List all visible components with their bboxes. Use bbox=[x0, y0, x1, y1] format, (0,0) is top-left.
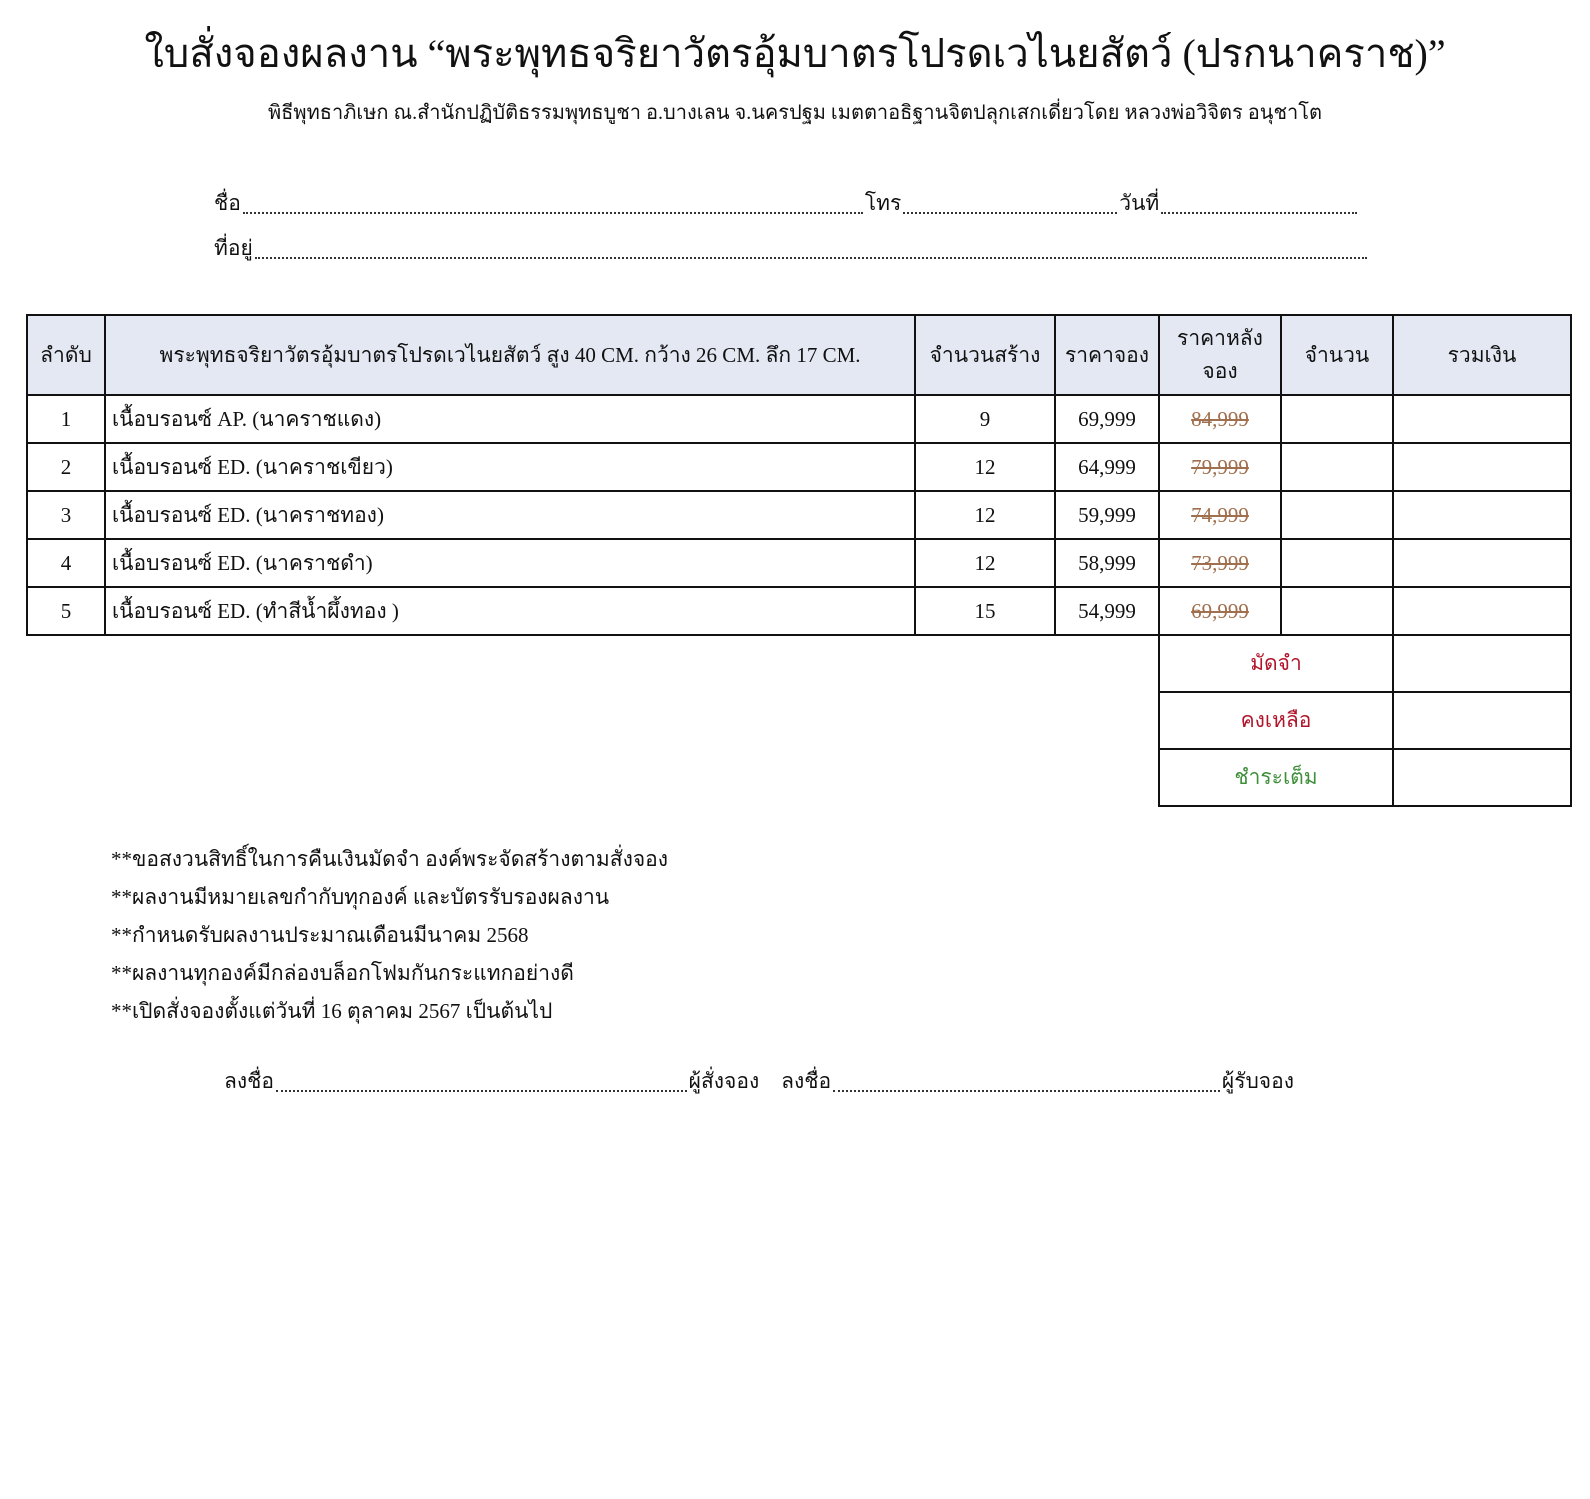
note-item: **เปิดสั่งจองตั้งแต่วันที่ 16 ตุลาคม 2567 เป็นต้นไป bbox=[111, 999, 553, 1023]
page-title: ใบสั่งจองผลงาน “พระพุทธจริยาวัตรอุ้มบาตรโปรดเวไนยสัตว์ (ปรกนาคราช)” bbox=[144, 31, 1446, 76]
summary-row-full bbox=[27, 749, 1571, 806]
orderer-signature-field[interactable] bbox=[276, 1088, 687, 1092]
row-price: 69,999 bbox=[1055, 395, 1159, 443]
row-total-cell[interactable] bbox=[1393, 395, 1571, 443]
after-price-text: 84,999 bbox=[1191, 406, 1249, 431]
row-total-cell[interactable] bbox=[1393, 587, 1571, 635]
address-row bbox=[214, 233, 1374, 267]
col-after-price: ราคาหลังจอง bbox=[1159, 315, 1281, 395]
row-price: 64,999 bbox=[1055, 443, 1159, 491]
address-label: ที่อยู่ bbox=[214, 236, 253, 260]
orderer-label: ผู้สั่งจอง bbox=[688, 1069, 760, 1093]
deposit-amount-cell[interactable] bbox=[1393, 635, 1571, 692]
receiver-label: ผู้รับจอง bbox=[1221, 1069, 1294, 1093]
row-item: เนื้อบรอนซ์ ED. (นาคราชเขียว) bbox=[105, 443, 915, 491]
row-total-cell[interactable] bbox=[1393, 491, 1571, 539]
row-no: 4 bbox=[27, 539, 105, 587]
receiver-sign-label: ลงชื่อ bbox=[781, 1069, 832, 1093]
row-built: 15 bbox=[915, 587, 1055, 635]
row-item: เนื้อบรอนซ์ ED. (นาคราชดำ) bbox=[105, 539, 915, 587]
row-no: 2 bbox=[27, 443, 105, 491]
phone-label: โทร bbox=[864, 191, 902, 215]
row-no: 3 bbox=[27, 491, 105, 539]
name-label: ชื่อ bbox=[214, 191, 241, 215]
order-table bbox=[26, 314, 1572, 807]
name-field[interactable] bbox=[243, 212, 863, 214]
table-row bbox=[27, 491, 1571, 539]
row-total-cell[interactable] bbox=[1393, 539, 1571, 587]
summary-row-deposit bbox=[27, 635, 1571, 692]
col-built: จำนวนสร้าง bbox=[915, 315, 1055, 395]
remaining-amount-cell[interactable] bbox=[1393, 692, 1571, 749]
row-qty-cell[interactable] bbox=[1281, 587, 1393, 635]
row-built: 12 bbox=[915, 539, 1055, 587]
phone-field[interactable] bbox=[903, 212, 1117, 214]
table-header-row bbox=[27, 315, 1571, 395]
row-after-price bbox=[1159, 587, 1281, 635]
address-field[interactable] bbox=[255, 257, 1367, 259]
row-after-price bbox=[1159, 539, 1281, 587]
row-item: เนื้อบรอนซ์ AP. (นาคราชแดง) bbox=[105, 395, 915, 443]
note-item: **กำหนดรับผลงานประมาณเดือนมีนาคม 2568 bbox=[111, 923, 529, 947]
after-price-text: 69,999 bbox=[1191, 598, 1249, 623]
page-subtitle: พิธีพุทธาภิเษก ณ.สำนักปฏิบัติธรรมพุทธบูชา อ.บางเลน จ.นครปฐม เมตตาอธิฐานจิตปลุกเสกเดี่ยวโดย หลวงพ่อวิจิตร อนุชาโต bbox=[268, 102, 1322, 124]
row-qty-cell[interactable] bbox=[1281, 395, 1393, 443]
row-qty-cell[interactable] bbox=[1281, 491, 1393, 539]
after-price-text: 74,999 bbox=[1191, 502, 1249, 527]
signature-row bbox=[224, 1064, 1294, 1100]
row-built: 12 bbox=[915, 491, 1055, 539]
row-no: 5 bbox=[27, 587, 105, 635]
row-after-price bbox=[1159, 443, 1281, 491]
summary-row-remaining bbox=[27, 692, 1571, 749]
date-label: วันที่ bbox=[1119, 191, 1160, 215]
notes-list bbox=[111, 840, 668, 1030]
table-row bbox=[27, 587, 1571, 635]
row-item: เนื้อบรอนซ์ ED. (ทำสีน้ำผึ้งทอง ) bbox=[105, 587, 915, 635]
row-total-cell[interactable] bbox=[1393, 443, 1571, 491]
col-item: พระพุทธจริยาวัตรอุ้มบาตรโปรดเวไนยสัตว์ สูง 40 CM. กว้าง 26 CM. ลึก 17 CM. bbox=[105, 315, 915, 395]
row-after-price bbox=[1159, 395, 1281, 443]
row-built: 12 bbox=[915, 443, 1055, 491]
table-row bbox=[27, 395, 1571, 443]
row-built: 9 bbox=[915, 395, 1055, 443]
date-field[interactable] bbox=[1161, 212, 1357, 214]
deposit-label: มัดจำ bbox=[1159, 635, 1393, 692]
full-payment-label: ชำระเต็ม bbox=[1159, 749, 1393, 806]
row-item: เนื้อบรอนซ์ ED. (นาคราชทอง) bbox=[105, 491, 915, 539]
col-price: ราคาจอง bbox=[1055, 315, 1159, 395]
col-total: รวมเงิน bbox=[1393, 315, 1571, 395]
row-price: 54,999 bbox=[1055, 587, 1159, 635]
orderer-sign-label: ลงชื่อ bbox=[224, 1069, 274, 1093]
note-item: **ขอสงวนสิทธิ์ในการคืนเงินมัดจำ องค์พระจัดสร้างตามสั่งจอง bbox=[111, 847, 668, 871]
full-payment-amount-cell[interactable] bbox=[1393, 749, 1571, 806]
col-no: ลำดับ bbox=[27, 315, 105, 395]
table-row bbox=[27, 443, 1571, 491]
row-qty-cell[interactable] bbox=[1281, 539, 1393, 587]
contact-row bbox=[214, 188, 1374, 222]
table-row bbox=[27, 539, 1571, 587]
after-price-text: 79,999 bbox=[1191, 454, 1249, 479]
note-item: **ผลงานมีหมายเลขกำกับทุกองค์ และบัตรรับรองผลงาน bbox=[111, 885, 610, 909]
row-qty-cell[interactable] bbox=[1281, 443, 1393, 491]
col-qty: จำนวน bbox=[1281, 315, 1393, 395]
receiver-signature-field[interactable] bbox=[833, 1088, 1220, 1092]
row-price: 58,999 bbox=[1055, 539, 1159, 587]
row-after-price bbox=[1159, 491, 1281, 539]
note-item: **ผลงานทุกองค์มีกล่องบล็อกโฟมกันกระแทกอย่างดี bbox=[111, 961, 574, 985]
row-no: 1 bbox=[27, 395, 105, 443]
row-price: 59,999 bbox=[1055, 491, 1159, 539]
remaining-label: คงเหลือ bbox=[1159, 692, 1393, 749]
after-price-text: 73,999 bbox=[1191, 550, 1249, 575]
